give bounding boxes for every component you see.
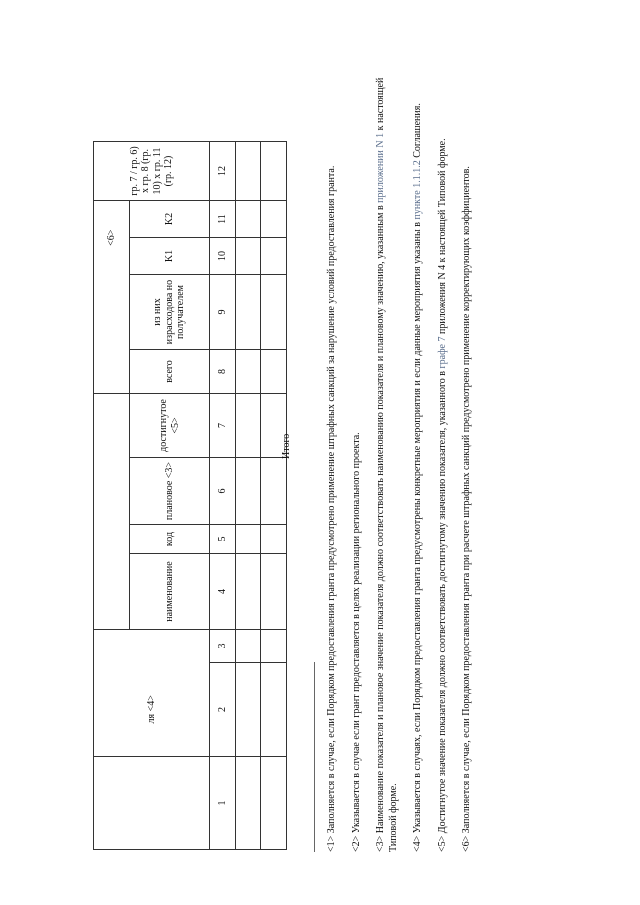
table-cell [236, 275, 261, 350]
col-number-4: 4 [210, 554, 236, 630]
penalty-table [93, 141, 287, 850]
footnote-3 [375, 62, 400, 852]
header-row-top [94, 142, 130, 850]
footnote-4-link[interactable]: пункте 1.1.1.2 [412, 160, 423, 220]
col-number-5: 5 [210, 525, 236, 554]
table-row [236, 142, 261, 850]
table-cell [236, 394, 261, 458]
table-cell [236, 554, 261, 630]
header-vsego: всего [130, 350, 210, 394]
header-group-6: <6> [94, 201, 130, 275]
table-cell [261, 458, 287, 525]
col-number-9: 9 [210, 275, 236, 350]
col-number-6: 6 [210, 458, 236, 525]
col-number-7: 7 [210, 394, 236, 458]
table-cell [261, 275, 287, 350]
header-k2: K2 [130, 201, 210, 238]
table-cell [261, 630, 287, 663]
table-cell [236, 350, 261, 394]
header-col-3 [94, 630, 210, 663]
table-cell [236, 142, 261, 201]
table-cell [236, 757, 261, 850]
footnote-3-text: <3> Наименование показателя и плановое значение показателя должно соответствовать наименованию показателя и плановому значению, указанным в [375, 202, 386, 852]
footnote-5 [437, 62, 450, 852]
col-number-10: 10 [210, 238, 236, 275]
header-iz-nih: из них израсходова но получателем [130, 275, 210, 350]
col-number-8: 8 [210, 350, 236, 394]
table-cell [261, 525, 287, 554]
table-cell [236, 525, 261, 554]
header-empty-group [94, 525, 130, 630]
table-cell [261, 663, 287, 757]
col-number-1: 1 [210, 757, 236, 850]
footnote-6: <6> Заполняется в случае, если Порядком предоставления гранта при расчете штрафных санкций предусмотрено применение корректирующих коэффициентов. [461, 166, 472, 852]
table-cell [261, 757, 287, 850]
footnotes [326, 62, 486, 852]
numbering-row [210, 142, 236, 850]
header-col-2: ля <4> [94, 663, 210, 757]
header-k1: K1 [130, 238, 210, 275]
footnote-3-link[interactable]: приложении N 1 [375, 132, 386, 203]
footnote-4-text-end: Соглашения. [412, 103, 423, 161]
table-cell [261, 554, 287, 630]
header-planovoe: плановое <3> [130, 458, 210, 525]
table-cell [261, 238, 287, 275]
header-formula: гр. 7 / гр. 6) х гр. 8 (гр. 10) х гр. 11 (гр. 12) [94, 142, 210, 201]
header-dostignutoe: достигнутое <5> [130, 394, 210, 458]
header-col-1 [94, 757, 210, 850]
footnote-5-text: <5> Достигнутое значение показателя должно соответствовать достигнутому значению показателя, указанного в [436, 368, 448, 852]
footnote-separator [314, 662, 315, 852]
footnote-3-text-end: к настоящей Типовой форме. [375, 77, 399, 852]
table-cell [236, 201, 261, 238]
col-number-11: 11 [210, 201, 236, 238]
table-cell [261, 350, 287, 394]
col-number-2: 2 [210, 663, 236, 757]
table-cell [236, 458, 261, 525]
table-row [261, 142, 287, 850]
header-empty-group-3 [94, 275, 130, 394]
table-cell [236, 663, 261, 757]
total-label: Итого [281, 433, 292, 459]
footnote-1: <1> Заполняется в случае, если Порядком предоставления гранта предусмотрено применение штрафных санкций за нарушение условий предоставления гранта. [326, 165, 337, 852]
table-cell [236, 630, 261, 663]
col-number-12: 12 [210, 142, 236, 201]
footnote-4 [412, 62, 425, 852]
table-cell [261, 142, 287, 201]
header-empty-group-2 [94, 394, 130, 525]
table-cell [261, 201, 287, 238]
header-kod: код [130, 525, 210, 554]
footnote-2: <2> Указывается в случае если грант предоставляется в целях реализации регионального проекта. [350, 432, 362, 852]
col-number-3: 3 [210, 630, 236, 663]
footnote-4-text: <4> Указывается в случаях, если Порядком предоставления гранта предусмотрены конкретные мероприятия и если данные мероприятия указаны в [412, 219, 423, 852]
header-naimenovanie: наименование [130, 554, 210, 630]
footnote-5-link[interactable]: графе 7 [436, 336, 448, 369]
table-cell [236, 238, 261, 275]
footnote-5-text-end: приложения N 4 к настоящей Типовой форме. [436, 138, 448, 337]
